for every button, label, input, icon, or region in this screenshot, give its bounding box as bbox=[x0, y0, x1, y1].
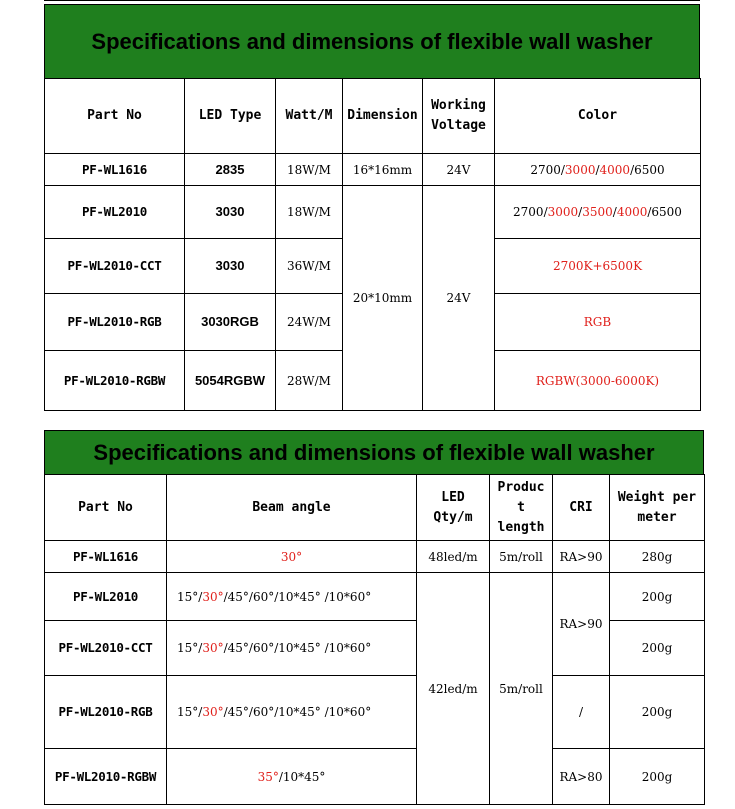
text-segment: /45°/60°/10*45° /10*60° bbox=[223, 705, 372, 719]
text-segment: RGB bbox=[583, 315, 612, 329]
top-rule bbox=[44, 0, 700, 1]
part-no-cell: PF-WL2010-RGB bbox=[45, 676, 167, 749]
text-segment: RGBW(3000-6000K) bbox=[535, 373, 660, 388]
color-cell bbox=[495, 186, 701, 239]
voltage-merged-cell: 24V bbox=[423, 186, 495, 411]
header-dimension: Dimension bbox=[343, 79, 423, 154]
watt-cell: 18W/M bbox=[276, 186, 343, 239]
header-part-no: Part No bbox=[45, 79, 185, 154]
color-cell bbox=[495, 294, 701, 351]
header-beam-angle: Beam angle bbox=[167, 475, 417, 541]
text-segment: 3000 bbox=[564, 162, 596, 177]
part-no-cell: PF-WL2010-CCT bbox=[45, 621, 167, 676]
header-part-no: Part No bbox=[45, 475, 167, 541]
weight-cell: 280g bbox=[610, 541, 705, 573]
spec-panel-1 bbox=[44, 4, 700, 411]
dimension-cell: 16*16mm bbox=[343, 154, 423, 186]
dimension-merged-cell: 20*10mm bbox=[343, 186, 423, 411]
spec-panel-2 bbox=[44, 430, 704, 805]
text-segment: 30° bbox=[202, 641, 224, 655]
text-segment: /10*45° bbox=[278, 769, 326, 784]
part-no-cell: PF-WL2010-CCT bbox=[45, 239, 185, 294]
beam-angle-cell bbox=[167, 676, 417, 749]
header-product-length: Produc t length bbox=[490, 475, 553, 541]
header-row bbox=[45, 475, 705, 541]
text-segment: / bbox=[578, 205, 583, 219]
table-title: Specifications and dimensions of flexible wall washer bbox=[44, 430, 704, 474]
table-row bbox=[45, 154, 701, 186]
header-cri: CRI bbox=[553, 475, 610, 541]
text-segment: /45°/60°/10*45° /10*60° bbox=[223, 641, 372, 655]
text-segment: 4000 bbox=[599, 162, 631, 177]
beam-angle-cell bbox=[167, 621, 417, 676]
weight-cell: 200g bbox=[610, 621, 705, 676]
part-no-cell: PF-WL2010 bbox=[45, 573, 167, 621]
text-segment: /45°/60°/10*45° /10*60° bbox=[223, 589, 372, 604]
length-cell: 5m/roll bbox=[490, 541, 553, 573]
text-segment: 30° bbox=[202, 705, 224, 719]
beam-angle-cell bbox=[167, 573, 417, 621]
text-segment: 15°/ bbox=[177, 641, 203, 655]
cri-merged-cell: RA>90 bbox=[553, 573, 610, 676]
cri-cell: / bbox=[553, 676, 610, 749]
header-weight: Weight per meter bbox=[610, 475, 705, 541]
text-segment: 2700K+6500K bbox=[552, 259, 643, 273]
table-row bbox=[45, 186, 701, 239]
text-segment: 15°/ bbox=[177, 705, 203, 719]
part-no-cell: PF-WL1616 bbox=[45, 541, 167, 573]
cri-cell: RA>80 bbox=[553, 749, 610, 805]
text-segment: 30° bbox=[280, 549, 303, 564]
text-segment: 35° bbox=[257, 769, 279, 784]
led-qty-merged-cell: 42led/m bbox=[417, 573, 490, 805]
header-led-qty: LED Qty/m bbox=[417, 475, 490, 541]
text-segment: / bbox=[595, 162, 600, 177]
text-segment: 4000 bbox=[616, 205, 648, 219]
header-watt: Watt/M bbox=[276, 79, 343, 154]
beam-angle-cell bbox=[167, 541, 417, 573]
color-cell bbox=[495, 351, 701, 411]
table-row bbox=[45, 573, 705, 621]
part-no-cell: PF-WL2010-RGBW bbox=[45, 351, 185, 411]
header-voltage: Working Voltage bbox=[423, 79, 495, 154]
watt-cell: 18W/M bbox=[276, 154, 343, 186]
color-cell bbox=[495, 239, 701, 294]
text-segment: 2700/ bbox=[513, 205, 548, 219]
text-segment: 15°/ bbox=[177, 589, 203, 604]
table-title: Specifications and dimensions of flexible wall washer bbox=[44, 4, 700, 78]
cri-cell: RA>90 bbox=[553, 541, 610, 573]
part-no-cell: PF-WL2010-RGB bbox=[45, 294, 185, 351]
color-cell bbox=[495, 154, 701, 186]
text-segment: / bbox=[612, 205, 617, 219]
watt-cell: 36W/M bbox=[276, 239, 343, 294]
weight-cell: 200g bbox=[610, 749, 705, 805]
beam-angle-cell bbox=[167, 749, 417, 805]
table-row bbox=[45, 749, 705, 805]
part-no-cell: PF-WL1616 bbox=[45, 154, 185, 186]
watt-cell: 28W/M bbox=[276, 351, 343, 411]
led-type-cell: 3030 bbox=[185, 239, 276, 294]
led-qty-cell: 48led/m bbox=[417, 541, 490, 573]
header-row bbox=[45, 79, 701, 154]
led-type-cell: 3030 bbox=[185, 186, 276, 239]
text-segment: 3000 bbox=[547, 205, 579, 219]
spec-table-1 bbox=[44, 78, 701, 411]
led-type-cell: 3030RGB bbox=[185, 294, 276, 351]
text-segment: /6500 bbox=[630, 162, 665, 177]
length-merged-cell: 5m/roll bbox=[490, 573, 553, 805]
text-segment: 3500 bbox=[582, 205, 613, 219]
text-segment: 30° bbox=[202, 589, 224, 604]
voltage-cell: 24V bbox=[423, 154, 495, 186]
part-no-cell: PF-WL2010-RGBW bbox=[45, 749, 167, 805]
part-no-cell: PF-WL2010 bbox=[45, 186, 185, 239]
text-segment: 2700/ bbox=[530, 162, 565, 177]
table-row bbox=[45, 541, 705, 573]
spec-table-2 bbox=[44, 474, 705, 805]
led-type-cell: 5054RGBW bbox=[185, 351, 276, 411]
table-row bbox=[45, 676, 705, 749]
text-segment: /6500 bbox=[647, 205, 682, 219]
weight-cell: 200g bbox=[610, 676, 705, 749]
header-led-type: LED Type bbox=[185, 79, 276, 154]
watt-cell: 24W/M bbox=[276, 294, 343, 351]
led-type-cell: 2835 bbox=[185, 154, 276, 186]
header-color: Color bbox=[495, 79, 701, 154]
weight-cell: 200g bbox=[610, 573, 705, 621]
